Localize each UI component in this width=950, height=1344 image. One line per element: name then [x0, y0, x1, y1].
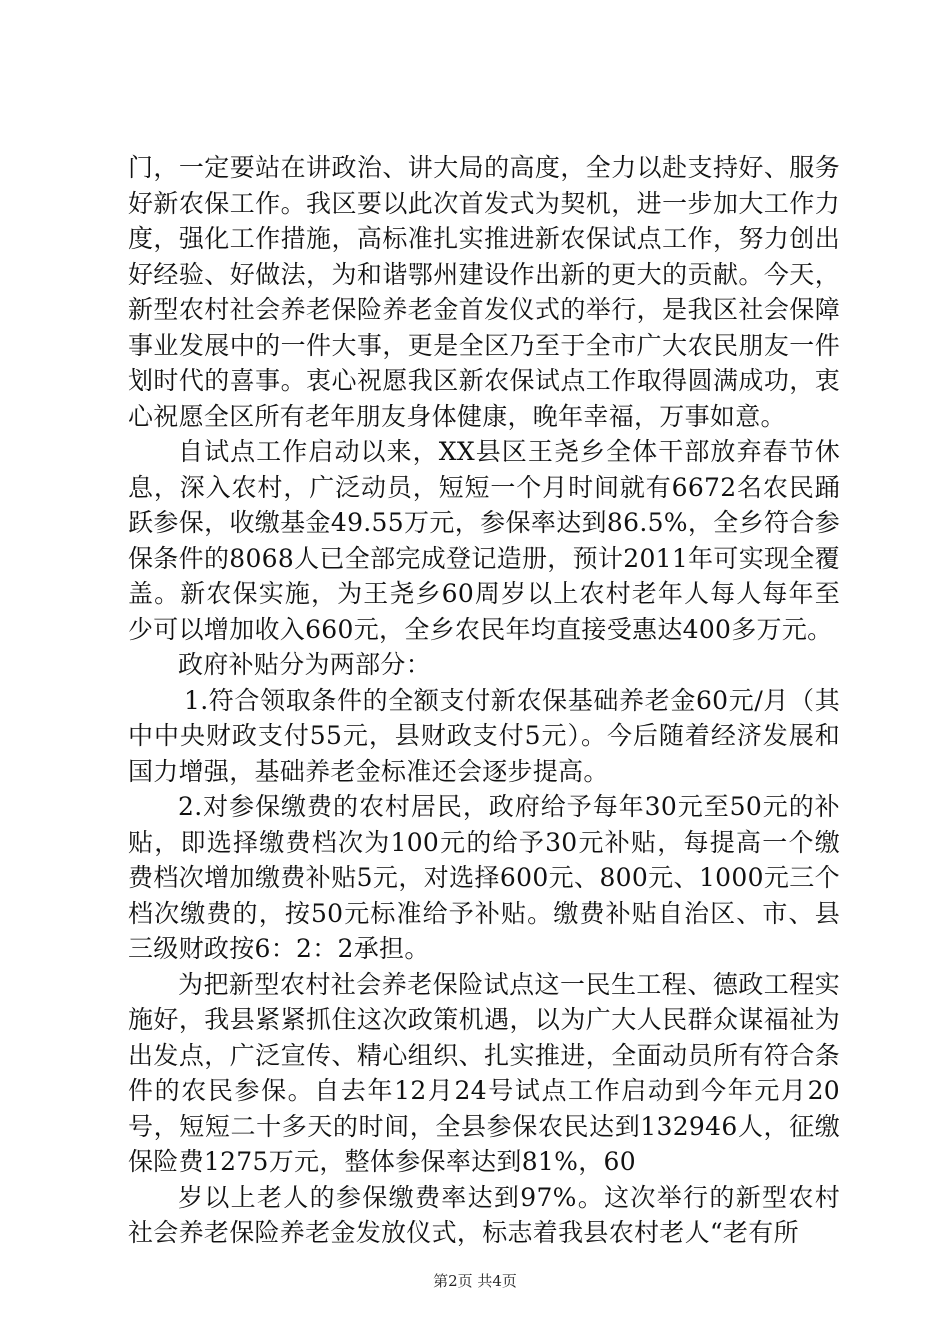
document-body: [128, 150, 840, 1251]
paragraph-continuation: 门，一定要站在讲政治、讲大局的高度，全力以赴支持好、服务好新农保工作。我区要以此次首发式为契机，进一步加大工作力度，强化工作措施，高标准扎实推进新农保试点工作，努力创出好经验、好做法，为和谐鄂州建设作出新的更大的贡献。今天，新型农村社会养老保险养老金首发仪式的举行，是我区社会保障事业发展中的一件大事，更是全区乃至于全市广大农民朋友一件划时代的喜事。衷心祝愿我区新农保试点工作取得圆满成功，衷心祝愿全区所有老年朋友身体健康，晚年幸福，万事如意。: [128, 153, 840, 431]
paragraph-pilot-results: 自试点工作启动以来，XX县区王尧乡全体干部放弃春节休息，深入农村，广泛动员，短短一个月时间就有6672名农民踊跃参保，收缴基金49.55万元，参保率达到86.5%，全乡符合参保条件的8068人已全部完成登记造册，预计2011年可实现全覆盖。新农保实施，为王尧乡60周岁以上农村老年人每人每年至少可以增加收入660元，全乡农民年均直接受惠达400多万元。: [128, 437, 840, 644]
paragraph-subsidy-item-2: 2.对参保缴费的农村居民，政府给予每年30元至50元的补贴，即选择缴费档次为100元的给予30元补贴，每提高一个缴费档次增加缴费补贴5元，对选择600元、800元、1000元三个档次缴费的，按50元标准给予补贴。缴费补贴自治区、市、县三级财政按6：2：2承担。: [128, 792, 840, 963]
paragraph-subsidy-item-1: 1.符合领取条件的全额支付新农保基础养老金60元/月（其中中央财政支付55元，县财政支付5元）。今后随着经济发展和国力增强，基础养老金标准还会逐步提高。: [128, 685, 840, 786]
page-number: 第2页 共4页: [433, 1272, 517, 1290]
paragraph-ceremony: 岁以上老人的参保缴费率达到97%。这次举行的新型农村社会养老保险养老金发放仪式，标志着我县农村老人“老有所: [128, 1182, 840, 1247]
paragraph-subsidy-intro: 政府补贴分为两部分：: [178, 650, 432, 679]
paragraph-county-progress: 为把新型农村社会养老保险试点这一民生工程、德政工程实施好，我县紧紧抓住这次政策机遇，以为广大人民群众谋福祉为出发点，广泛宣传、精心组织、扎实推进，全面动员所有符合条件的农民参保。自去年12月24号试点工作启动到今年元月20号，短短二十多天的时间，全县参保农民达到132946人，征缴保险费1275万元，整体参保率达到81%，60: [128, 969, 840, 1176]
